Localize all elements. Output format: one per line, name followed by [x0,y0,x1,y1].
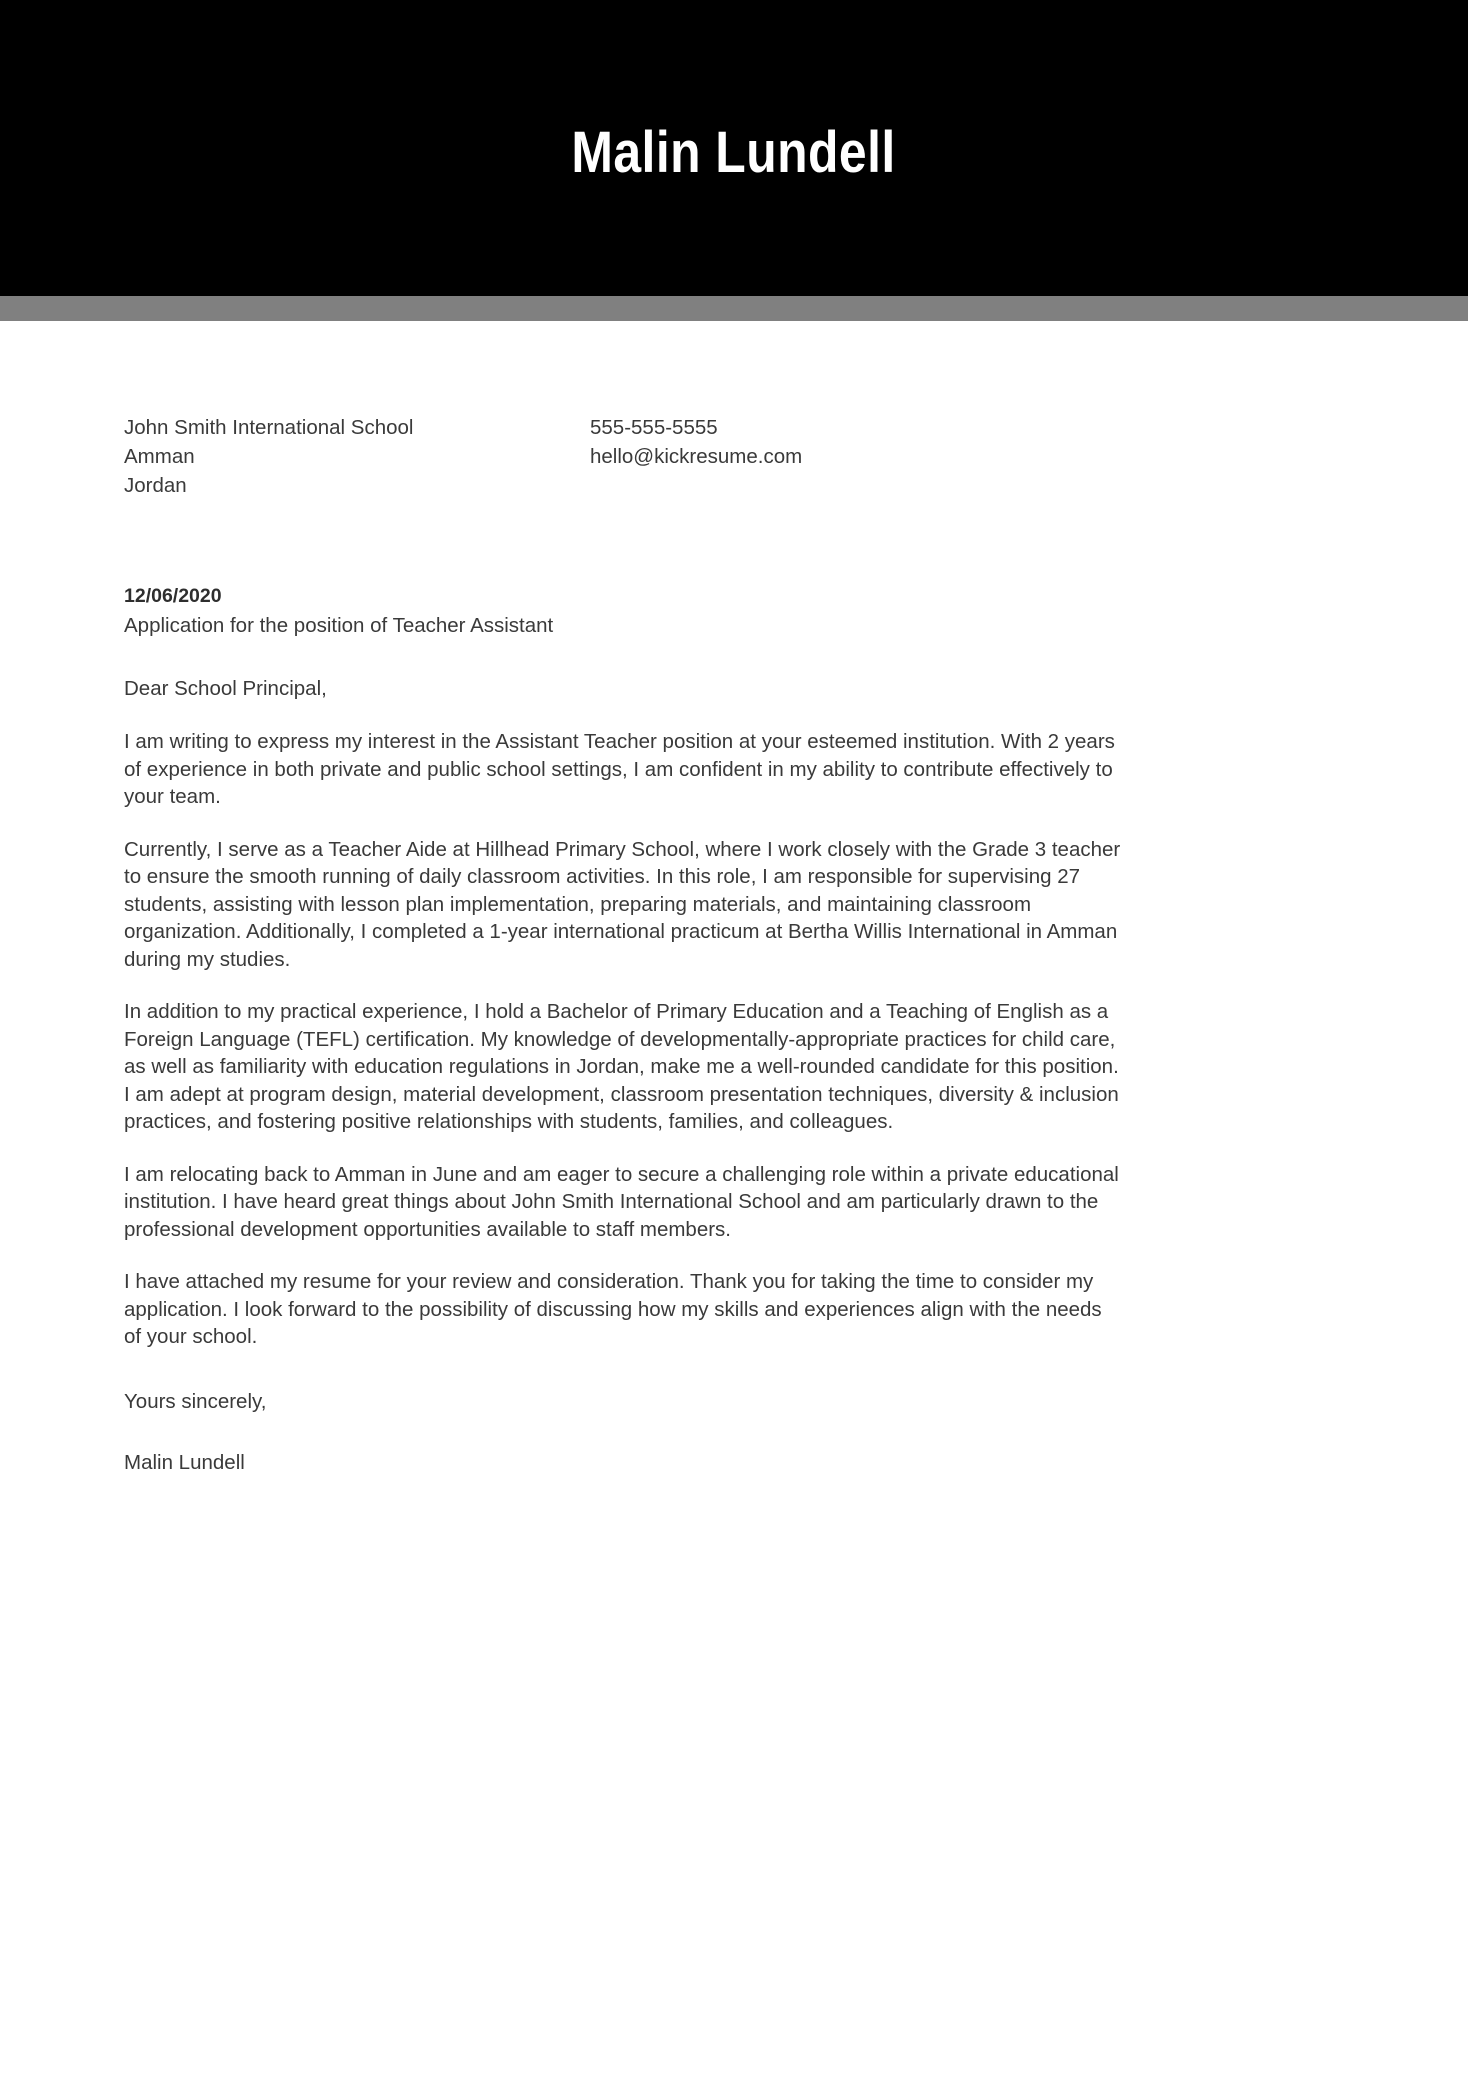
paragraph-list [124,728,1344,1351]
recipient-address [124,413,590,500]
contact-block [124,413,1344,500]
recipient-line: John Smith International School [124,416,414,439]
page-title: Malin Lundell [571,119,897,185]
recipient-line: Jordan [124,474,187,497]
letter-body [0,413,1468,1477]
signature-name: Malin Lundell [124,1450,245,1474]
body-paragraph: In addition to my practical experience, I hold a Bachelor of Primary Education and a Teaching of English as a Foreign Language (TEFL) certification. My knowledge of developmentally-appropriate practices for child care, as well as familiarity with education regulations in Jordan, make me a well-rounded candidate for this position. I am adept at program design, material development, classroom presentation techniques, diversity & inclusion practices, and fostering positive relationships with students, families, and colleagues. [124,1000,1119,1133]
sender-contact [590,413,802,500]
header-band [0,0,1468,296]
signoff: Yours sincerely, [124,1389,267,1413]
body-paragraph: Currently, I serve as a Teacher Aide at Hillhead Primary School, where I work closely with the Grade 3 teacher to ensure the smooth running of daily classroom activities. In this role, I am responsible for supervising 27 students, assisting with lesson plan implementation, preparing materials, and maintaining classroom organization. Additionally, I completed a 1-year international practicum at Bertha Willis International in Amman during my studies. [124,837,1121,971]
salutation: Dear School Principal, [124,677,327,700]
email-address[interactable]: hello@kickresume.com [590,445,803,468]
body-paragraph: I am writing to express my interest in the Assistant Teacher position at your esteemed institution. With 2 years of experience in both private and public school settings, I am confident in my ability to contribute effectively to your team. [124,730,1115,808]
body-paragraph: I have attached my resume for your review and consideration. Thank you for taking the time to consider my application. I look forward to the possibility of discussing how my skills and experiences align with the needs of your school. [124,1270,1102,1348]
header-divider [0,296,1468,321]
letter-date: 12/06/2020 [124,585,222,607]
body-paragraph: I am relocating back to Amman in June and am eager to secure a challenging role within a private educational institution. I have heard great things about John Smith International School and am particularly drawn to the professional development opportunities available to staff members. [124,1162,1119,1241]
phone-number: 555-555-5555 [590,416,718,439]
letter-meta [124,582,1344,640]
recipient-line: Amman [124,445,195,468]
letter-subject: Application for the position of Teacher Assistant [124,614,554,637]
